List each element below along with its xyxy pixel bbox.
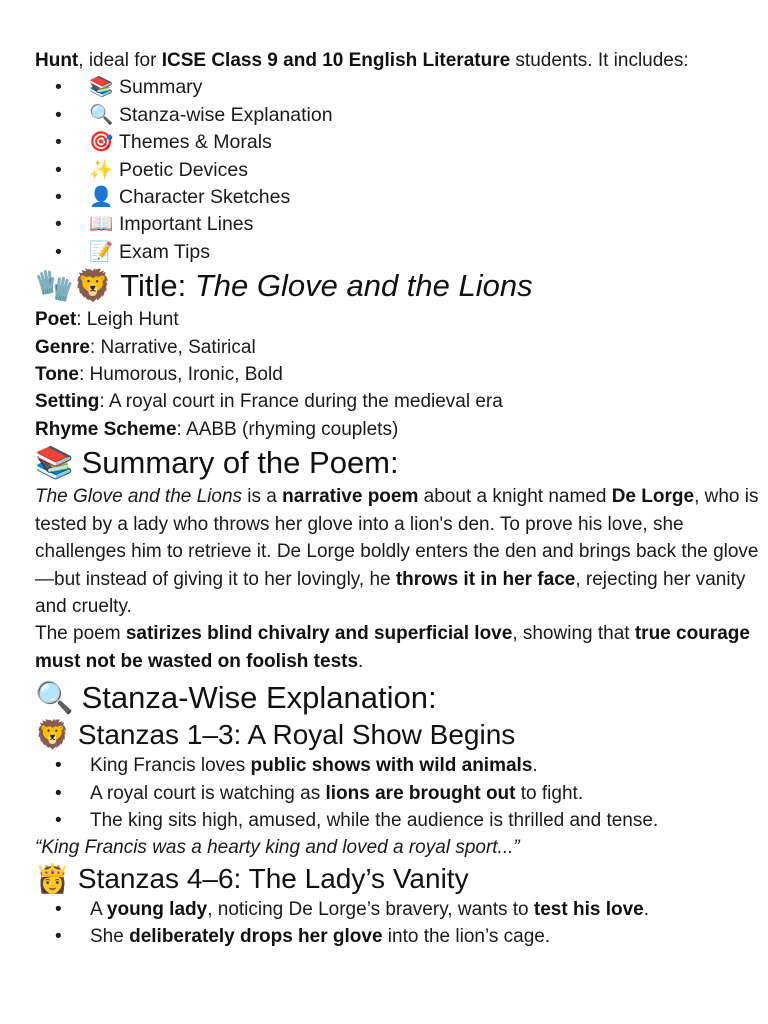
summary-bold: satirizes blind chivalry and superficial love: [125, 623, 513, 645]
point-text: to fight.: [515, 782, 584, 804]
detail-poet: [35, 306, 768, 333]
point-bold: public shows with wild animals: [250, 755, 533, 777]
point-bold: deliberately drops her glove: [129, 926, 383, 948]
list-item: [35, 923, 768, 950]
detail-tone: [35, 361, 768, 388]
point-text: .: [532, 755, 538, 777]
point-text: A: [90, 898, 107, 920]
stanza-heading-text: Stanzas 4–6: The Lady’s Vanity: [77, 862, 469, 894]
summary-bold: throws it in her face: [395, 568, 576, 590]
detail-value: : Narrative, Satirical: [89, 336, 256, 358]
detail-rhyme-scheme: [35, 416, 768, 443]
stanza-heading-2: [35, 862, 768, 896]
summary-poem-title: The Glove and the Lions: [35, 486, 243, 508]
detail-value: : Humorous, Ironic, Bold: [78, 364, 283, 386]
poem-title: The Glove and the Lions: [194, 268, 533, 304]
summary-heading: [35, 443, 768, 483]
sparkles-icon: ✨: [89, 158, 114, 181]
intro-author: Hunt: [35, 50, 79, 71]
contents-item-label: Poetic Devices: [119, 158, 248, 181]
summary-bold: De Lorge: [611, 486, 695, 508]
intro-text-2: students. It includes:: [510, 50, 689, 71]
person-icon: 👤: [89, 186, 114, 209]
point-bold: lions are brought out: [325, 782, 516, 804]
summary-text: , showing that: [512, 623, 635, 645]
contents-item-important-lines: [35, 211, 768, 238]
books-icon: 📚: [35, 445, 74, 481]
point-text: into the lion’s cage.: [382, 926, 551, 948]
summary-text: .: [358, 650, 364, 672]
contents-item-stanza-explanation: [35, 102, 768, 129]
point-text: King Francis loves: [90, 755, 251, 777]
contents-item-label: Exam Tips: [119, 240, 211, 263]
detail-value: : Leigh Hunt: [76, 309, 179, 331]
summary-text: , who is tested by a lady who throws her glove into a lion's den. To prove his love, she challenges him to retrieve it. De Lorge boldly enters the den and brings back the glove—but instead of giving it to her lovingly, he: [35, 486, 759, 590]
detail-value: : A royal court in France during the medieval era: [99, 391, 503, 413]
detail-key: Rhyme Scheme: [35, 418, 177, 440]
summary-bold: true courage must not be wasted on foolish tests: [35, 623, 750, 672]
point-text: She: [90, 926, 130, 948]
poem-title-heading: [35, 266, 768, 306]
point-text: The king sits high, amused, while the audience is thrilled and tense.: [90, 809, 659, 831]
point-bold: young lady: [106, 898, 208, 920]
list-item: [35, 752, 768, 779]
intro-paragraph: [35, 47, 725, 74]
point-bold: test his love: [533, 898, 644, 920]
detail-key: Tone: [35, 364, 79, 386]
contents-item-character-sketches: [35, 184, 768, 211]
summary-text: , rejecting her vanity and cruelty.: [35, 568, 746, 617]
memo-icon: 📝: [89, 240, 114, 263]
summary-bold: narrative poem: [282, 486, 419, 508]
point-text: , noticing De Lorge’s bravery, wants to: [207, 898, 534, 920]
glove-lion-icon: 🧤🦁: [35, 268, 113, 304]
intro-text-1: , ideal for: [78, 50, 162, 71]
list-item: [35, 780, 768, 807]
point-text: .: [643, 898, 649, 920]
summary-text: is a: [242, 486, 283, 508]
detail-genre: [35, 334, 768, 361]
stanza-heading-1: [35, 718, 768, 752]
list-item: [35, 896, 768, 923]
summary-heading-text: Summary of the Poem:: [81, 445, 399, 481]
contents-item-label: Summary: [119, 76, 203, 99]
contents-item-label: Important Lines: [119, 213, 254, 236]
contents-list: [35, 74, 768, 266]
title-prefix: Title:: [120, 268, 195, 304]
open-book-icon: 📖: [89, 213, 114, 236]
target-icon: 🎯: [89, 131, 114, 154]
magnifier-icon: 🔍: [89, 103, 114, 126]
detail-key: Setting: [35, 391, 100, 413]
lion-icon: 🦁: [35, 719, 70, 751]
summary-text: The poem: [35, 623, 126, 645]
contents-item-summary: [35, 74, 768, 101]
summary-text: about a knight named: [418, 486, 612, 508]
contents-item-themes: [35, 129, 768, 156]
magnifier-icon: 🔍: [35, 680, 74, 716]
summary-paragraph-2: [35, 620, 768, 675]
contents-item-exam-tips: [35, 239, 768, 266]
princess-icon: 👸: [35, 862, 70, 894]
detail-key: Genre: [35, 336, 90, 358]
explanation-heading: [35, 678, 768, 718]
stanza-2-points: [35, 896, 768, 951]
summary-paragraph-1: [35, 483, 768, 620]
detail-setting: [35, 388, 768, 415]
poem-details: [35, 306, 768, 443]
contents-item-poetic-devices: [35, 157, 768, 184]
list-item: [35, 807, 768, 834]
stanza-1-quote: “King Francis was a hearty king and loved a royal sport...”: [35, 837, 520, 859]
contents-item-label: Stanza-wise Explanation: [119, 103, 333, 126]
stanza-heading-text: Stanzas 1–3: A Royal Show Begins: [77, 719, 516, 751]
explanation-heading-text: Stanza-Wise Explanation:: [81, 680, 437, 716]
point-text: A royal court is watching as: [90, 782, 326, 804]
detail-value: : AABB (rhyming couplets): [176, 418, 399, 440]
contents-item-label: Character Sketches: [119, 186, 291, 209]
books-icon: 📚: [89, 76, 114, 99]
detail-key: Poet: [35, 309, 77, 331]
intro-course: ICSE Class 9 and 10 English Literature: [161, 50, 511, 71]
contents-item-label: Themes & Morals: [119, 131, 272, 154]
stanza-1-points: [35, 752, 768, 834]
